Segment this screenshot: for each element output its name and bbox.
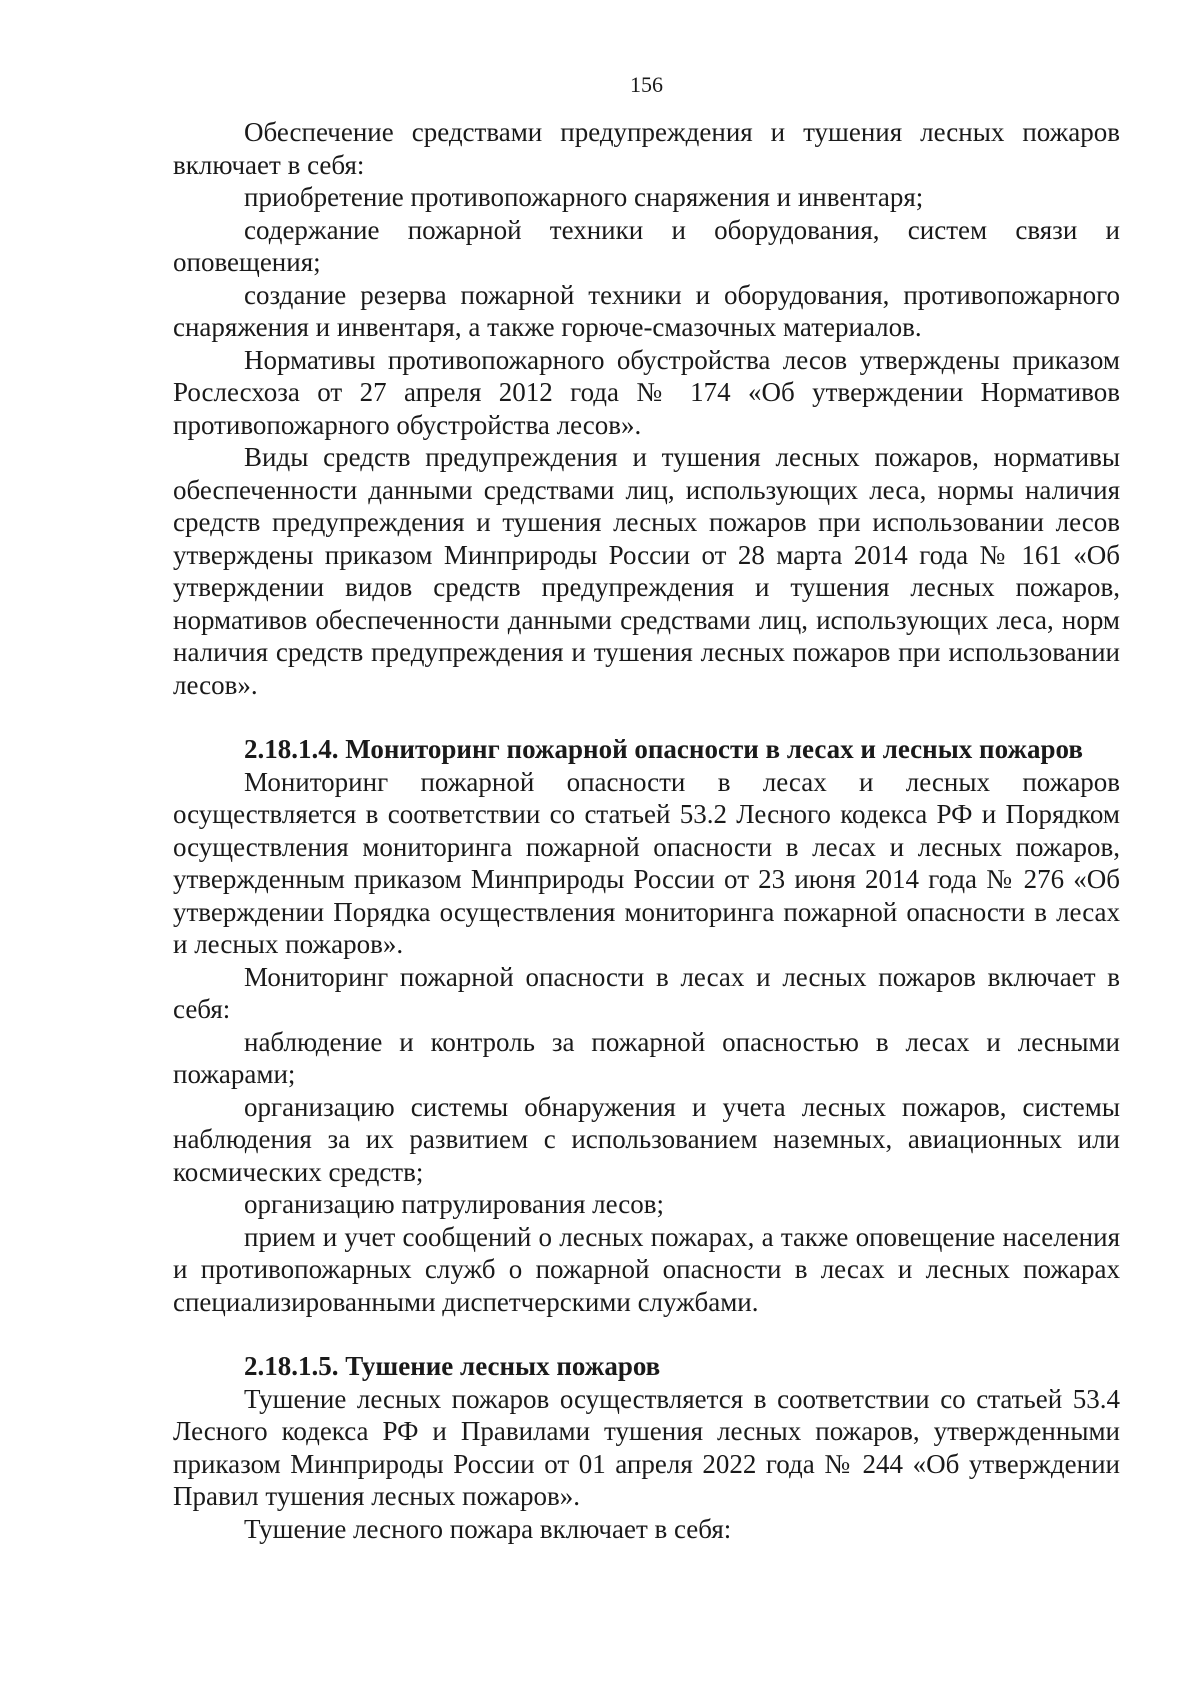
paragraph: наблюдение и контроль за пожарной опасностью в лесах и лесными пожарами; xyxy=(173,1026,1120,1089)
paragraph: организацию системы обнаружения и учета лесных пожаров, системы наблюдения за их развитием с использованием наземных, авиационных или космических средств; xyxy=(173,1091,1120,1187)
paragraph: Тушение лесного пожара включает в себя: xyxy=(244,1513,732,1544)
paragraph: Виды средств предупреждения и тушения лесных пожаров, нормативы обеспеченности данными средствами лиц, использующих леса, нормы наличия средств предупреждения и тушения лесных пожаров при использовании лесов утверждены приказом Минприроды России от 28 марта 2014 года № 161 «Об утверждении видов средств предупреждения и тушения лесных пожаров, нормативов обеспеченности данными средствами лиц, использующих леса, норм наличия средств предупреждения и тушения лесных пожаров при использовании лесов». xyxy=(173,442,1120,700)
paragraph: Мониторинг пожарной опасности в лесах и лесных пожаров включает в себя: xyxy=(173,961,1120,1024)
paragraph: Нормативы противопожарного обустройства лесов утверждены приказом Рослесхоза от 27 апреля 2012 года № 174 «Об утверждении Нормативов противопожарного обустройства лесов». xyxy=(173,344,1120,440)
paragraph: содержание пожарной техники и оборудования, систем связи и оповещения; xyxy=(173,214,1120,277)
section-spacer xyxy=(173,701,1120,733)
section-heading: 2.18.1.4. Мониторинг пожарной опасности в лесах и лесных пожаров xyxy=(244,734,1083,764)
paragraph: организацию патрулирования лесов; xyxy=(244,1189,664,1219)
paragraph: приобретение противопожарного снаряжения и инвентаря; xyxy=(244,182,924,212)
paragraph: Мониторинг пожарной опасности в лесах и лесных пожаров осуществляется в соответствии со статьей 53.2 Лесного кодекса РФ и Порядком осуществления мониторинга пожарной опасности в лесах и лесных пожаров, утвержденным приказом Минприроды России от 23 июня 2014 года № 276 «Об утверждении Порядка осуществления мониторинга пожарной опасности в лесах и лесных пожаров». xyxy=(173,766,1120,959)
page-number: 156 xyxy=(630,72,663,97)
paragraph: Обеспечение средствами предупреждения и тушения лесных пожаров включает в себя: xyxy=(173,117,1120,180)
section-spacer xyxy=(173,1318,1120,1350)
document-body xyxy=(173,116,1120,1545)
paragraph: Тушение лесных пожаров осуществляется в соответствии со статьей 53.4 Лесного кодекса РФ и Правилами тушения лесных пожаров, утвержденными приказом Минприроды России от 01 апреля 2022 года № 244 «Об утверждении Правил тушения лесных пожаров». xyxy=(173,1383,1120,1511)
paragraph: прием и учет сообщений о лесных пожарах, а также оповещение населения и противопожарных служб о пожарной опасности в лесах и лесных пожарах специализированными диспетчерскими службами. xyxy=(173,1221,1120,1317)
paragraph: создание резерва пожарной техники и оборудования, противопожарного снаряжения и инвентаря, а также горюче-смазочных материалов. xyxy=(173,279,1120,342)
section-heading: 2.18.1.5. Тушение лесных пожаров xyxy=(244,1351,661,1381)
